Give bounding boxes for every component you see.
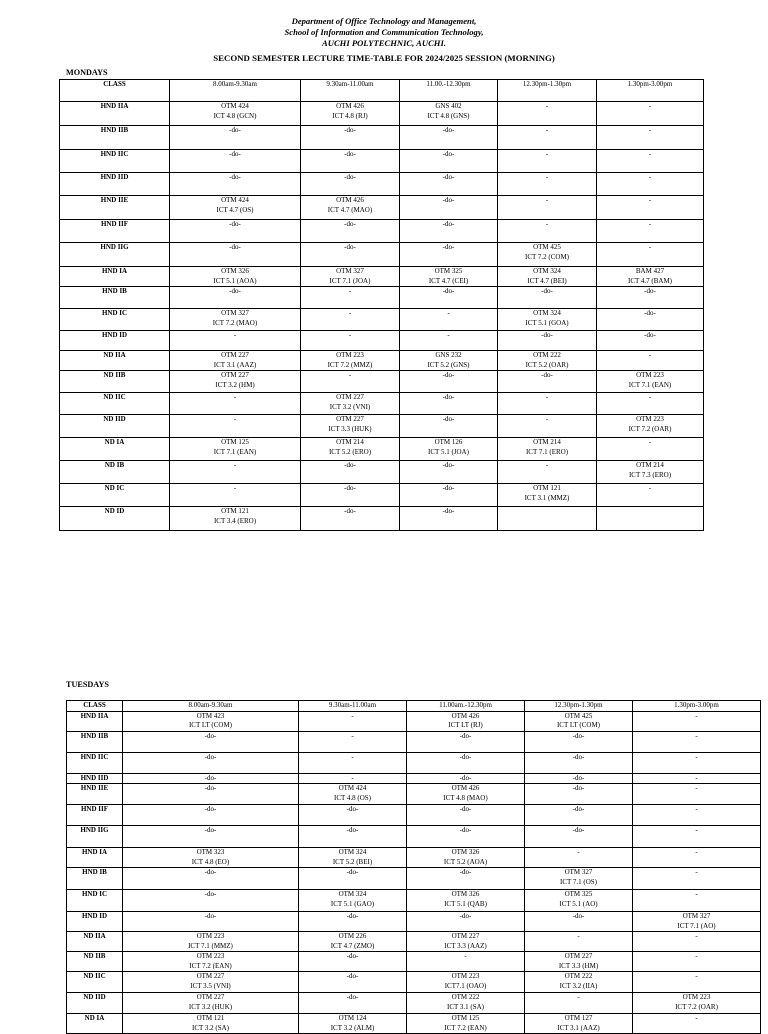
timetable-cell: -	[400, 331, 498, 351]
class-name-hnd-iic: HND IIC	[60, 150, 170, 173]
class-name-hnd-ic: HND IC	[67, 890, 123, 912]
timetable-cell: OTM 223 ICT 7.2 (MMZ)	[301, 351, 400, 371]
class-name-nd-iic: ND IIC	[60, 393, 170, 415]
timetable-row	[67, 784, 761, 805]
timetable-cell: -	[299, 731, 407, 752]
timetable-cell: OTM 223 ICT 7.2 (OAR)	[597, 415, 704, 438]
time-slot-header: 8.00am-9.30am	[123, 701, 299, 712]
timetable-cell: -	[170, 393, 301, 415]
class-name-hnd-iid: HND IID	[60, 173, 170, 196]
timetable-cell: OTM 223 ICT 7.2 (OAR)	[633, 993, 761, 1014]
institution-heading: AUCHI POLYTECHNIC, AUCHI.	[322, 38, 446, 48]
timetable-cell: -	[597, 173, 704, 196]
class-name-hnd-iia: HND IIA	[67, 711, 123, 731]
timetable-cell: -	[170, 484, 301, 507]
timetable-cell: -do-	[299, 993, 407, 1014]
timetable-cell: -do-	[400, 371, 498, 393]
timetable-row	[60, 243, 704, 267]
timetable-cell: GNS 402 ICT 4.8 (GNS)	[400, 102, 498, 126]
timetable-cell: -do-	[400, 393, 498, 415]
class-name-hnd-id: HND ID	[67, 912, 123, 932]
timetable-cell: -do-	[597, 287, 704, 309]
timetable-title: SECOND SEMESTER LECTURE TIME-TABLE FOR 2024/2025 SESSION (MORNING)	[213, 53, 555, 63]
class-name-hnd-id: HND ID	[60, 331, 170, 351]
timetable-cell: BAM 427 ICT 4.7 (BAM)	[597, 267, 704, 287]
timetable-row	[60, 351, 704, 371]
timetable-cell: -	[633, 952, 761, 972]
time-slot-header: 8.00am-9.30am	[170, 80, 301, 102]
timetable-cell: -	[597, 150, 704, 173]
timetable-cell: -do-	[597, 309, 704, 331]
timetable-cell: -do-	[498, 287, 597, 309]
timetable-cell: -do-	[301, 173, 400, 196]
timetable-row	[67, 868, 761, 890]
class-name-hnd-iig: HND IIG	[67, 826, 123, 848]
timetable-cell: OTM 214 ICT 7.3 (ERO)	[597, 461, 704, 484]
timetable-cell: -do-	[123, 784, 299, 805]
class-name-nd-ia: ND IA	[60, 438, 170, 461]
timetable-cell: -	[498, 393, 597, 415]
class-name-hnd-iib: HND IIB	[60, 126, 170, 150]
timetable-row	[67, 972, 761, 993]
timetable-cell: -do-	[400, 415, 498, 438]
timetable-cell: -	[301, 371, 400, 393]
timetable-cell: OTM 426 ICT LT (RJ)	[407, 711, 525, 731]
timetable-cell: OTM 326 ICT 5.2 (AOA)	[407, 848, 525, 868]
timetable-cell: -	[498, 461, 597, 484]
timetable-cell: OTM 121 ICT 3.4 (ERO)	[170, 507, 301, 531]
class-name-nd-iic: ND IIC	[67, 972, 123, 993]
timetable-cell: -	[400, 309, 498, 331]
class-column-header: CLASS	[67, 701, 123, 712]
class-name-hnd-iif: HND IIF	[60, 220, 170, 243]
timetable-cell: -do-	[301, 150, 400, 173]
timetable-cell: -do-	[400, 150, 498, 173]
timetable-cell: -	[633, 711, 761, 731]
timetable-cell: OTM 327 ICT 7.1 (OS)	[525, 868, 633, 890]
timetable-cell: OTM 227 ICT 3.2 (HUK)	[123, 993, 299, 1014]
timetable-cell: -	[525, 932, 633, 952]
timetable-cell: -do-	[301, 507, 400, 531]
timetable-cell: -do-	[400, 173, 498, 196]
timetable-cell: -	[299, 752, 407, 773]
timetable-cell: -do-	[299, 805, 407, 826]
timetable-cell	[597, 507, 704, 531]
timetable-cell: -do-	[400, 507, 498, 531]
timetable-cell: -	[597, 243, 704, 267]
timetable-row	[60, 331, 704, 351]
timetable-cell: -	[498, 196, 597, 220]
timetable-cell: -	[301, 309, 400, 331]
timetable-cell: -do-	[123, 752, 299, 773]
timetable-cell: -do-	[299, 826, 407, 848]
timetable-cell: OTM 425 ICT LT (COM)	[525, 711, 633, 731]
timetable-cell: -	[170, 461, 301, 484]
timetable-row	[60, 415, 704, 438]
timetable-cell: -	[633, 731, 761, 752]
class-name-hnd-iig: HND IIG	[60, 243, 170, 267]
timetable-cell: OTM 326 ICT 5.1 (QAB)	[407, 890, 525, 912]
class-name-hnd-iia: HND IIA	[60, 102, 170, 126]
timetable-cell: -	[170, 415, 301, 438]
class-name-hnd-ia: HND IA	[67, 848, 123, 868]
timetable-row	[60, 309, 704, 331]
tuesday-label: TUESDAYS	[66, 680, 109, 689]
timetable-row	[60, 220, 704, 243]
time-slot-header: 1.30pm-3.00pm	[597, 80, 704, 102]
timetable-cell: -	[170, 331, 301, 351]
timetable-cell: -do-	[400, 126, 498, 150]
timetable-cell: -do-	[400, 243, 498, 267]
class-name-nd-ic: ND IC	[60, 484, 170, 507]
timetable-cell: -do-	[301, 243, 400, 267]
timetable-cell: -	[633, 890, 761, 912]
timetable-row	[67, 711, 761, 731]
class-column-header: CLASS	[60, 80, 170, 102]
timetable-cell: -do-	[400, 484, 498, 507]
time-slot-header: 11.00.-12.30pm	[400, 80, 498, 102]
timetable-cell: -	[597, 393, 704, 415]
timetable-cell: OTM 326 ICT 5.1 (AOA)	[170, 267, 301, 287]
timetable-cell: OTM 124 ICT 3.2 (ALM)	[299, 1014, 407, 1034]
timetable-cell: OTM 423 ICT LT (COM)	[123, 711, 299, 731]
timetable-cell: OTM 426 ICT 4.7 (MAO)	[301, 196, 400, 220]
timetable-cell: OTM 223 ICT 7.1 (MMZ)	[123, 932, 299, 952]
timetable-row	[67, 993, 761, 1014]
timetable-cell: -do-	[299, 952, 407, 972]
timetable-cell: OTM 227 ICT 3.2 (HM)	[170, 371, 301, 393]
timetable-cell: -do-	[407, 731, 525, 752]
timetable-cell: -	[597, 102, 704, 126]
monday-label: MONDAYS	[66, 68, 108, 77]
timetable-row	[60, 484, 704, 507]
timetable-cell: -	[498, 415, 597, 438]
timetable-row	[60, 267, 704, 287]
timetable-cell: -	[301, 331, 400, 351]
timetable-row	[60, 438, 704, 461]
timetable-row	[60, 507, 704, 531]
timetable-cell: -	[525, 848, 633, 868]
timetable-cell: OTM 121 ICT 3.2 (SA)	[123, 1014, 299, 1034]
timetable-cell: -	[597, 351, 704, 371]
timetable-cell: -do-	[400, 287, 498, 309]
time-slot-header: 9.30am-11.00am	[299, 701, 407, 712]
timetable-cell: -	[633, 868, 761, 890]
timetable-cell: OTM 223 ICT 7.2 (EAN)	[123, 952, 299, 972]
timetable-cell: -do-	[525, 731, 633, 752]
timetable-row	[60, 287, 704, 309]
timetable-cell: -	[299, 773, 407, 784]
timetable-cell: -do-	[170, 243, 301, 267]
timetable-cell: OTM 327 ICT 7.1 (AO)	[633, 912, 761, 932]
timetable-row	[60, 150, 704, 173]
timetable-cell: -do-	[400, 196, 498, 220]
timetable-cell: OTM 223 ICT7.1 (OAO)	[407, 972, 525, 993]
class-name-nd-iid: ND IID	[67, 993, 123, 1014]
timetable-cell: OTM 325 ICT 4.7 (CEI)	[400, 267, 498, 287]
class-name-nd-ia: ND IA	[67, 1014, 123, 1034]
timetable-cell: -do-	[407, 826, 525, 848]
timetable-cell: OTM 214 ICT 5.2 (ERO)	[301, 438, 400, 461]
class-name-nd-iib: ND IIB	[60, 371, 170, 393]
timetable-cell: -do-	[525, 773, 633, 784]
timetable-cell: OTM 323 ICT 4.8 (EO)	[123, 848, 299, 868]
timetable-cell: OTM 214 ICT 7.1 (ERO)	[498, 438, 597, 461]
class-name-hnd-iid: HND IID	[67, 773, 123, 784]
class-name-hnd-iic: HND IIC	[67, 752, 123, 773]
timetable-cell: -do-	[407, 912, 525, 932]
timetable-cell: -	[597, 126, 704, 150]
timetable-cell: -do-	[407, 805, 525, 826]
timetable-cell: OTM 324 ICT 4.7 (BEI)	[498, 267, 597, 287]
timetable-row	[67, 952, 761, 972]
class-name-hnd-ib: HND IB	[67, 868, 123, 890]
class-name-nd-iib: ND IIB	[67, 952, 123, 972]
timetable-row	[60, 173, 704, 196]
timetable-cell: -	[498, 173, 597, 196]
timetable-cell: -	[498, 126, 597, 150]
timetable-cell: -do-	[301, 461, 400, 484]
timetable-cell: -	[301, 287, 400, 309]
class-name-hnd-ic: HND IC	[60, 309, 170, 331]
timetable-cell: -do-	[170, 287, 301, 309]
class-name-hnd-iie: HND IIE	[67, 784, 123, 805]
timetable-row	[60, 102, 704, 126]
timetable-cell: OTM 327 ICT 7.2 (MAO)	[170, 309, 301, 331]
time-slot-header: 11.00am.-12.30pm	[407, 701, 525, 712]
timetable-row	[67, 826, 761, 848]
class-name-nd-iia: ND IIA	[67, 932, 123, 952]
timetable-cell: OTM 324 ICT 5.1 (GOA)	[498, 309, 597, 331]
timetable-row	[60, 461, 704, 484]
timetable-cell: -do-	[123, 890, 299, 912]
timetable-cell: -do-	[400, 220, 498, 243]
class-name-hnd-iib: HND IIB	[67, 731, 123, 752]
timetable-cell: -do-	[407, 752, 525, 773]
timetable-cell: -	[633, 805, 761, 826]
timetable-cell: -do-	[123, 912, 299, 932]
timetable-cell: -do-	[400, 461, 498, 484]
tuesday-header-row	[67, 701, 761, 712]
class-name-hnd-ia: HND IA	[60, 267, 170, 287]
timetable-cell: OTM 324 ICT 5.2 (BEI)	[299, 848, 407, 868]
timetable-row	[60, 196, 704, 220]
timetable-cell: OTM 227 ICT 3.3 (HUK)	[301, 415, 400, 438]
timetable-cell: -do-	[299, 868, 407, 890]
class-name-nd-id: ND ID	[60, 507, 170, 531]
time-slot-header: 1.30pm-3.00pm	[633, 701, 761, 712]
timetable-cell: -do-	[301, 126, 400, 150]
timetable-cell: OTM 424 ICT 4.8 (GCN)	[170, 102, 301, 126]
timetable-cell: OTM 222 ICT 5.2 (OAR)	[498, 351, 597, 371]
timetable-row	[60, 126, 704, 150]
time-slot-header: 12.30pm-1.30pm	[498, 80, 597, 102]
timetable-cell	[498, 507, 597, 531]
timetable-cell: OTM 222 ICT 3.2 (IIA)	[525, 972, 633, 993]
timetable-cell: OTM 226 ICT 4.7 (ZMO)	[299, 932, 407, 952]
timetable-cell: OTM 424 ICT 4.7 (OS)	[170, 196, 301, 220]
timetable-cell: OTM 325 ICT 5.1 (AO)	[525, 890, 633, 912]
class-name-nd-iia: ND IIA	[60, 351, 170, 371]
timetable-cell: OTM 324 ICT 5.1 (GAO)	[299, 890, 407, 912]
timetable-cell: -	[633, 773, 761, 784]
school-heading: School of Information and Communication Technology,	[284, 27, 484, 37]
timetable-cell: -do-	[525, 784, 633, 805]
timetable-cell: -do-	[170, 126, 301, 150]
timetable-cell: GNS 232 ICT 5.2 (GNS)	[400, 351, 498, 371]
timetable-cell: OTM 327 ICT 7.1 (JOA)	[301, 267, 400, 287]
timetable-row	[60, 393, 704, 415]
timetable-cell: -do-	[498, 331, 597, 351]
timetable-cell: OTM 425 ICT 7.2 (COM)	[498, 243, 597, 267]
timetable-cell: -	[633, 1014, 761, 1034]
timetable-cell: -do-	[299, 912, 407, 932]
timetable-cell: -do-	[170, 150, 301, 173]
timetable-cell: -do-	[525, 752, 633, 773]
timetable-cell: OTM 227 ICT 3.3 (HM)	[525, 952, 633, 972]
timetable-row	[67, 752, 761, 773]
timetable-row	[67, 731, 761, 752]
timetable-cell: -	[633, 972, 761, 993]
timetable-cell: OTM 426 ICT 4.8 (MAO)	[407, 784, 525, 805]
timetable-cell: -do-	[170, 173, 301, 196]
timetable-cell: -do-	[123, 773, 299, 784]
timetable-cell: OTM 126 ICT 5.1 (JOA)	[400, 438, 498, 461]
timetable-cell: -	[407, 952, 525, 972]
timetable-cell: OTM 222 ICT 3.1 (SA)	[407, 993, 525, 1014]
timetable-cell: OTM 125 ICT 7.2 (EAN)	[407, 1014, 525, 1034]
class-name-hnd-iif: HND IIF	[67, 805, 123, 826]
timetable-cell: -do-	[123, 826, 299, 848]
timetable-row	[67, 890, 761, 912]
timetable-cell: -	[633, 826, 761, 848]
timetable-cell: -do-	[123, 805, 299, 826]
timetable-cell: OTM 227 ICT 3.1 (AAZ)	[170, 351, 301, 371]
monday-timetable	[59, 79, 704, 531]
timetable-cell: OTM 227 ICT 3.5 (VNI)	[123, 972, 299, 993]
timetable-cell: OTM 227 ICT 3.2 (VNI)	[301, 393, 400, 415]
timetable-cell: OTM 125 ICT 7.1 (EAN)	[170, 438, 301, 461]
timetable-cell: -	[498, 102, 597, 126]
class-name-nd-ib: ND IB	[60, 461, 170, 484]
timetable-cell: -	[299, 711, 407, 731]
timetable-cell: -	[597, 438, 704, 461]
class-name-hnd-iie: HND IIE	[60, 196, 170, 220]
timetable-cell: -do-	[525, 826, 633, 848]
class-name-nd-iid: ND IID	[60, 415, 170, 438]
timetable-row	[67, 773, 761, 784]
timetable-cell: -do-	[170, 220, 301, 243]
timetable-cell: -do-	[407, 868, 525, 890]
timetable-cell: -	[633, 784, 761, 805]
timetable-cell: -do-	[498, 371, 597, 393]
timetable-cell: OTM 424 ICT 4.8 (OS)	[299, 784, 407, 805]
class-name-hnd-ib: HND IB	[60, 287, 170, 309]
timetable-cell: OTM 121 ICT 3.1 (MMZ)	[498, 484, 597, 507]
timetable-cell: -	[633, 932, 761, 952]
timetable-cell: -	[498, 150, 597, 173]
timetable-row	[67, 912, 761, 932]
timetable-cell: OTM 426 ICT 4.8 (RJ)	[301, 102, 400, 126]
timetable-cell: OTM 223 ICT 7.1 (EAN)	[597, 371, 704, 393]
timetable-cell: -	[597, 220, 704, 243]
timetable-cell: -do-	[407, 773, 525, 784]
monday-header-row	[60, 80, 704, 102]
timetable-cell: -do-	[299, 972, 407, 993]
time-slot-header: 9.30am-11.00am	[301, 80, 400, 102]
timetable-cell: -	[597, 196, 704, 220]
timetable-cell: -	[633, 752, 761, 773]
tuesday-timetable	[66, 700, 761, 1034]
timetable-cell: OTM 127 ICT 3.1 (AAZ)	[525, 1014, 633, 1034]
timetable-cell: -	[597, 484, 704, 507]
timetable-cell: -do-	[597, 331, 704, 351]
timetable-cell: -	[633, 848, 761, 868]
timetable-cell: -do-	[301, 220, 400, 243]
timetable-cell: -do-	[301, 484, 400, 507]
timetable-cell: -	[498, 220, 597, 243]
timetable-cell: -do-	[525, 912, 633, 932]
timetable-cell: -	[525, 993, 633, 1014]
timetable-cell: -do-	[123, 731, 299, 752]
time-slot-header: 12.30pm-1.30pm	[525, 701, 633, 712]
timetable-row	[60, 371, 704, 393]
timetable-row	[67, 848, 761, 868]
timetable-cell: OTM 227 ICT 3.3 (AAZ)	[407, 932, 525, 952]
timetable-cell: -do-	[525, 805, 633, 826]
timetable-cell: -do-	[123, 868, 299, 890]
timetable-row	[67, 805, 761, 826]
timetable-row	[67, 932, 761, 952]
department-heading: Department of Office Technology and Management,	[291, 16, 477, 26]
